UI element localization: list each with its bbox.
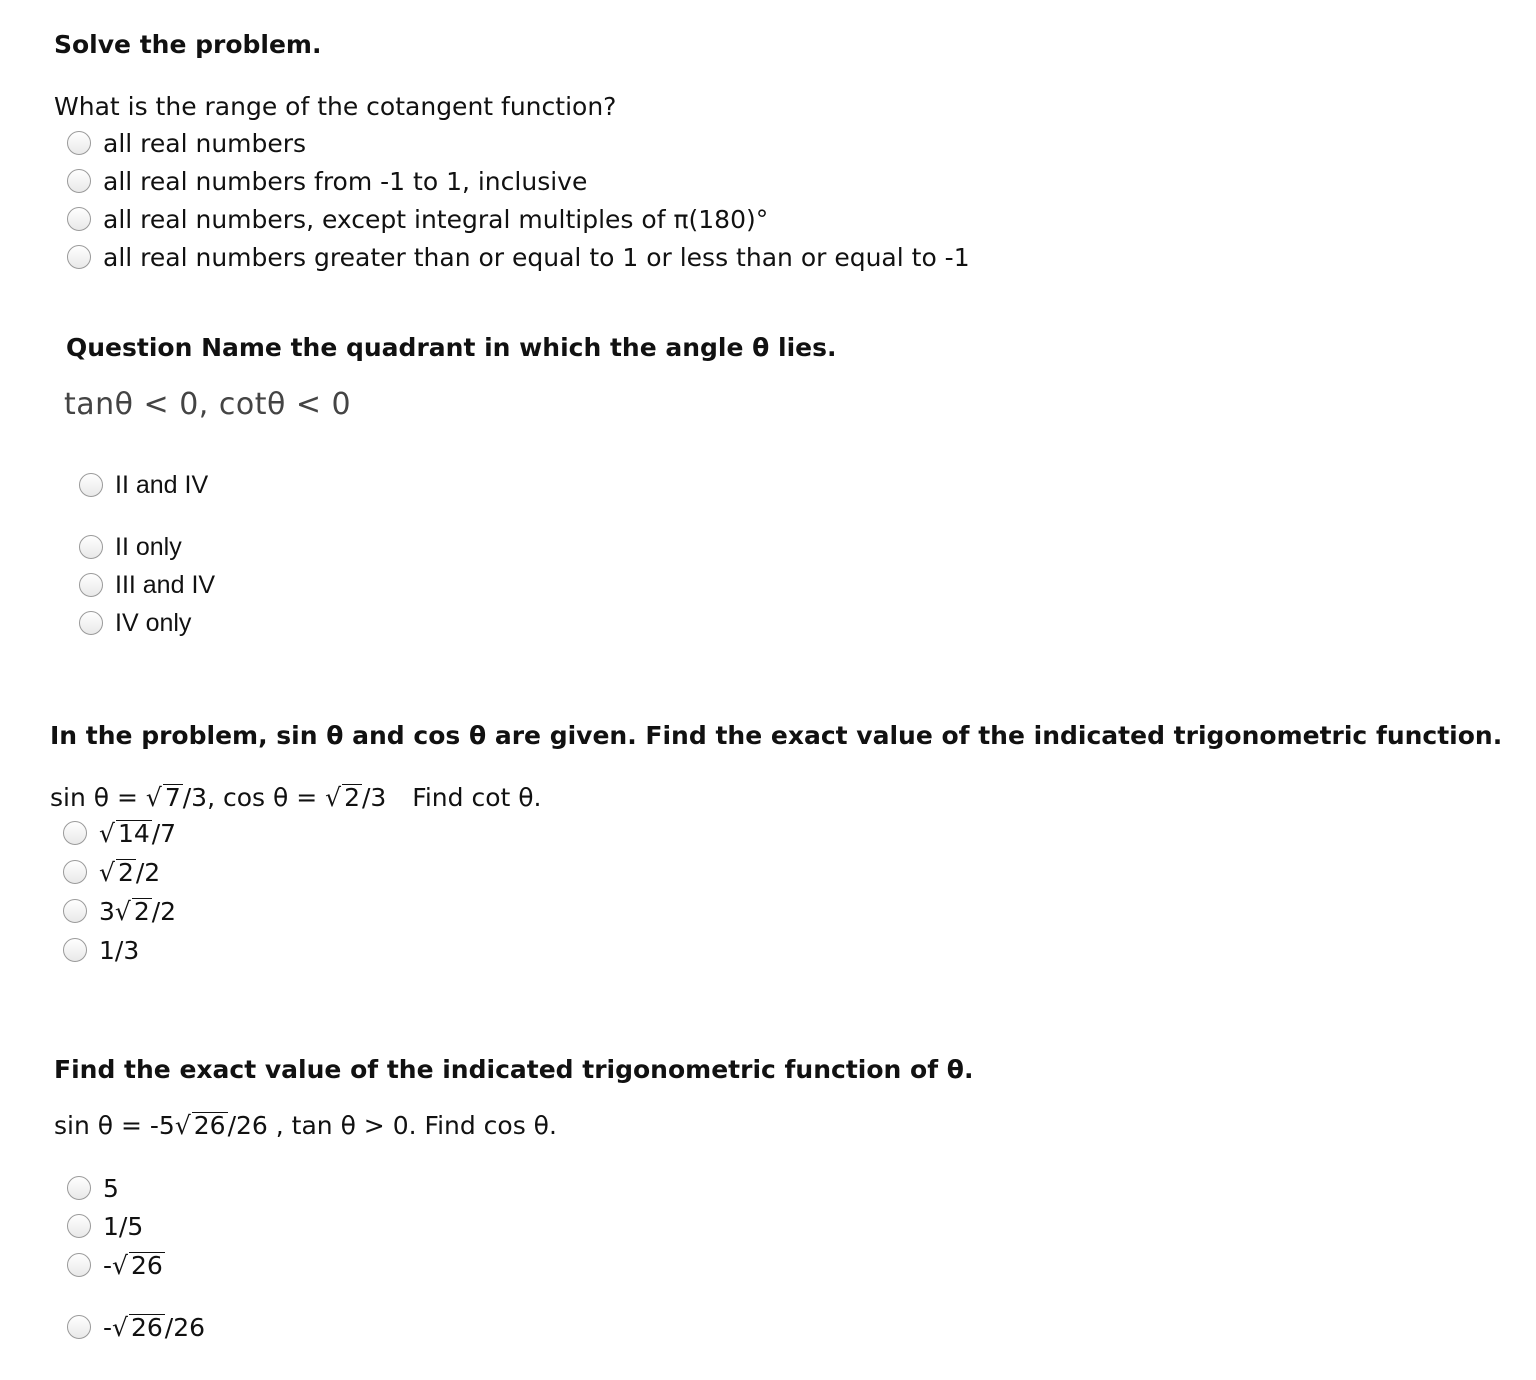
q4-option-1-label: 5 — [103, 1173, 119, 1203]
sqrt-icon: √ — [112, 1312, 128, 1342]
q2-option-2-label: II only — [115, 532, 182, 561]
q2-radio-4[interactable] — [79, 611, 103, 635]
q3-option-1-label: √ 14/7 — [99, 818, 177, 848]
q4-option-4-label: -√ 26/26 — [103, 1312, 206, 1342]
q1-option-4-label: all real numbers greater than or equal to 1 or less than or equal to -1 — [103, 242, 970, 272]
q3-sin-tail: /3, cos θ = — [182, 783, 318, 812]
q1-option-1[interactable] — [67, 126, 306, 160]
q2-radio-1[interactable] — [79, 473, 103, 497]
q1-radio-1[interactable] — [67, 131, 91, 155]
q4-prompt-pre: sin θ = -5 — [54, 1111, 175, 1140]
q2-option-3-label: III and IV — [115, 570, 216, 599]
q4-prompt-post: /26 , tan θ > 0. Find cos θ. — [227, 1111, 557, 1140]
q2-radio-3[interactable] — [79, 573, 103, 597]
q2-radio-2[interactable] — [79, 535, 103, 559]
q3-option-3[interactable] — [63, 894, 176, 928]
sqrt-icon: √ — [145, 783, 162, 812]
q2-option-2[interactable] — [79, 530, 182, 564]
q4-option-3[interactable] — [67, 1248, 165, 1282]
q2-option-1[interactable] — [79, 468, 208, 502]
q3-sin-label: sin θ = — [50, 783, 138, 812]
sqrt-icon: √ — [99, 818, 115, 848]
q3-option-2[interactable] — [63, 855, 160, 889]
q1-radio-3[interactable] — [67, 207, 91, 231]
q3-radio-1[interactable] — [63, 821, 87, 845]
q4-radio-2[interactable] — [67, 1214, 91, 1238]
sqrt-icon: √ — [114, 896, 131, 926]
q2-option-4[interactable] — [79, 606, 191, 640]
q3-instruction: In the problem, sin θ and cos θ are given. Find the exact value of the indicated trigonometric function. — [50, 721, 1503, 750]
q4-radio-3[interactable] — [67, 1253, 91, 1277]
q2-instruction: Question Name the quadrant in which the angle θ lies. — [66, 333, 837, 362]
q4-option-3-label: -√ 26 — [103, 1250, 163, 1280]
q3-radio-4[interactable] — [63, 938, 87, 962]
q3-option-4-label: 1/3 — [99, 935, 140, 965]
q4-option-2-label: 1/5 — [103, 1211, 144, 1241]
q2-math: tanθ < 0, cotθ < 0 — [64, 387, 352, 422]
q1-prompt: What is the range of the cotangent function? — [54, 92, 617, 121]
q3-cos-radicand: 2 — [344, 783, 360, 812]
q3-option-2-label: √ 2/2 — [99, 857, 161, 887]
q3-radio-2[interactable] — [63, 860, 87, 884]
q2-option-3[interactable] — [79, 568, 215, 602]
q2-option-4-label: IV only — [115, 608, 192, 637]
q1-option-2[interactable] — [67, 164, 587, 198]
q3-option-1[interactable] — [63, 816, 176, 850]
q1-option-4[interactable] — [67, 240, 970, 274]
q4-instruction: Find the exact value of the indicated trigonometric function of θ. — [54, 1055, 974, 1084]
q1-option-3-label: all real numbers, except integral multiples of π(180)° — [103, 204, 769, 234]
sqrt-icon: √ — [112, 1250, 128, 1280]
q4-radio-1[interactable] — [67, 1176, 91, 1200]
q3-prompt — [50, 783, 541, 812]
q3-find: Find cot θ. — [412, 783, 542, 812]
q4-prompt-radicand: 26 — [193, 1111, 226, 1140]
q1-instruction: Solve the problem. — [54, 30, 322, 59]
q1-option-2-label: all real numbers from -1 to 1, inclusive — [103, 166, 588, 196]
q3-cos-tail: /3 — [361, 783, 387, 812]
q4-option-1[interactable] — [67, 1171, 119, 1205]
q1-radio-2[interactable] — [67, 169, 91, 193]
q3-option-3-label: 3√ 2/2 — [99, 896, 177, 926]
sqrt-icon: √ — [325, 783, 342, 812]
q4-radio-4[interactable] — [67, 1315, 91, 1339]
q1-option-1-label: all real numbers — [103, 128, 307, 158]
q3-radio-3[interactable] — [63, 899, 87, 923]
q4-option-4[interactable] — [67, 1310, 205, 1344]
q3-sin-radicand: 7 — [164, 783, 181, 812]
q2-option-1-label: II and IV — [115, 470, 209, 499]
q1-radio-4[interactable] — [67, 245, 91, 269]
sqrt-icon: √ — [174, 1111, 191, 1140]
sqrt-icon: √ — [99, 857, 115, 887]
q1-option-3[interactable] — [67, 202, 768, 236]
q3-option-4[interactable] — [63, 933, 139, 967]
q4-option-2[interactable] — [67, 1209, 143, 1243]
q4-prompt — [54, 1111, 557, 1140]
